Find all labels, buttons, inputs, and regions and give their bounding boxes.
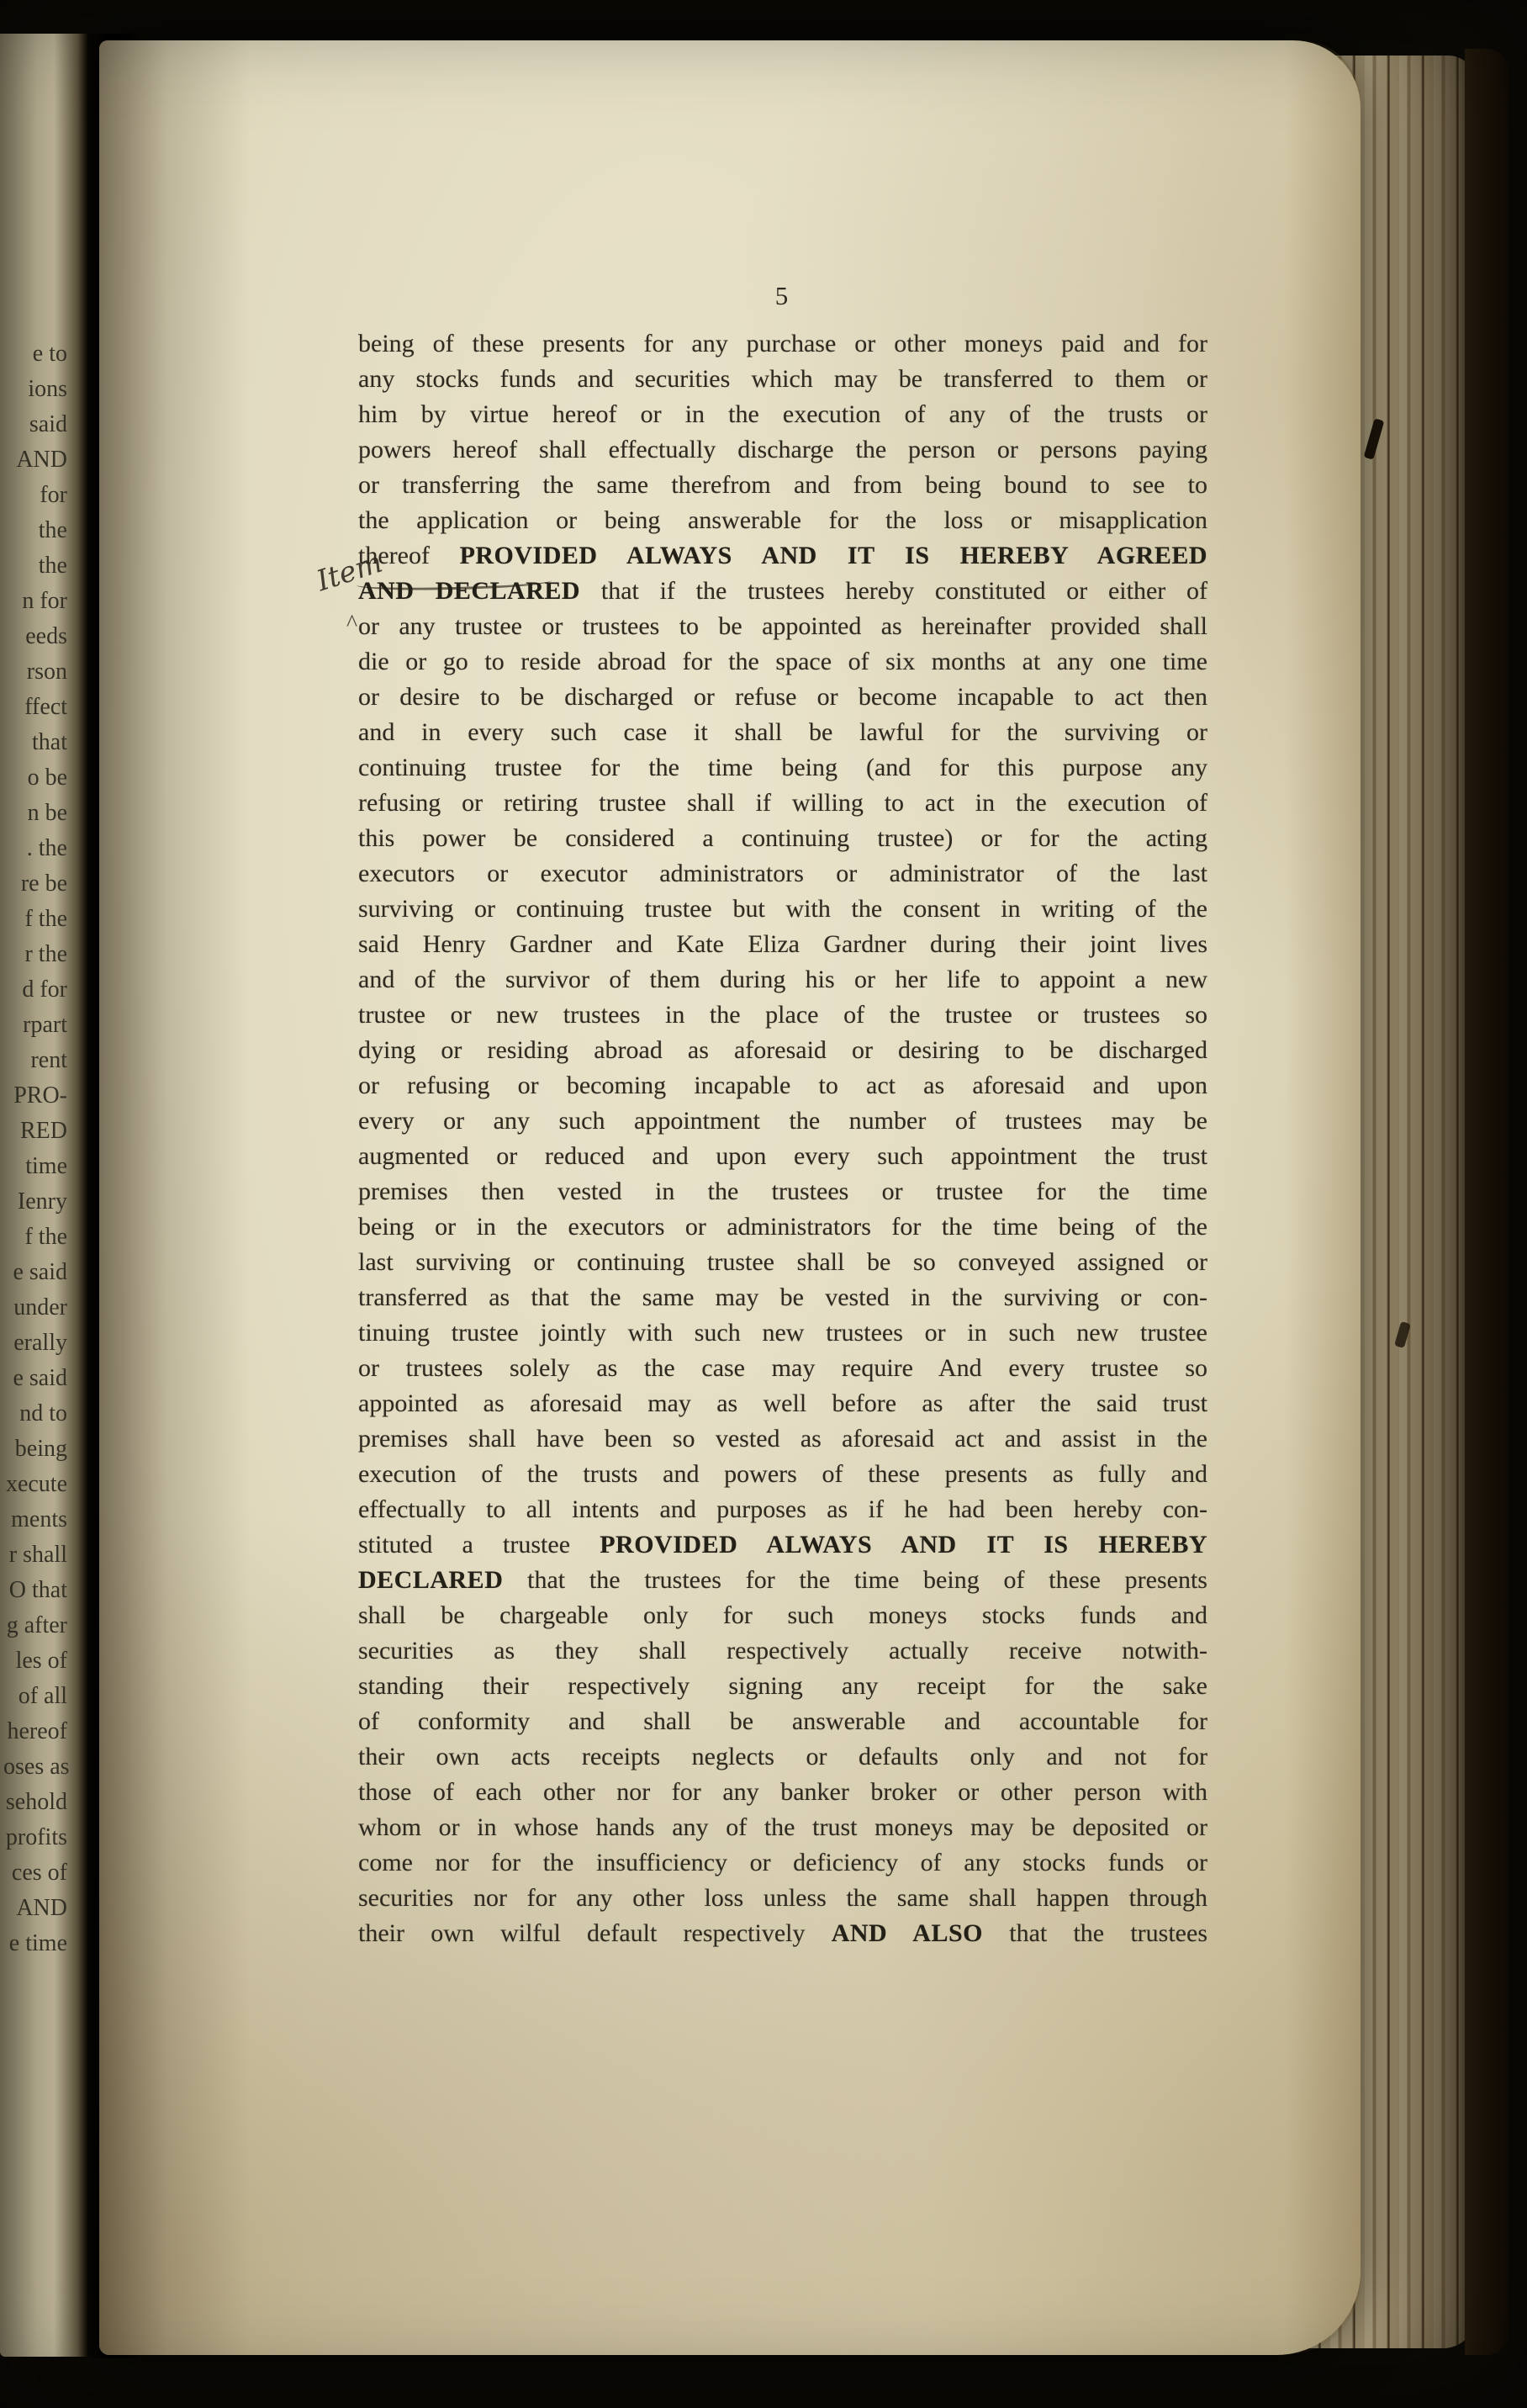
- text-line: [358, 715, 1207, 750]
- text-segment: and of the survivor of them during his or her life to appoint a new: [358, 966, 1207, 993]
- fragment-line: ffect: [24, 694, 67, 720]
- text-segment: or any trustee or trustees to be appointed as hereinafter provided shall: [358, 612, 1207, 640]
- text-line: [358, 962, 1207, 998]
- text-line: [358, 397, 1207, 432]
- fragment-line: f the: [24, 1224, 67, 1250]
- text-segment: premises then vested in the trustees or trustee for the time: [358, 1178, 1207, 1205]
- bold-text-segment: DECLARED: [358, 1566, 504, 1594]
- text-line: [358, 1845, 1207, 1881]
- fragment-line: said: [29, 411, 67, 437]
- text-segment: powers hereof shall effectually discharge the person or persons paying: [358, 436, 1207, 463]
- text-line: [358, 503, 1207, 538]
- text-segment: being of these presents for any purchase or other moneys paid and for: [358, 330, 1207, 357]
- text-line: [358, 1739, 1207, 1775]
- text-segment: and in every such case it shall be lawful for the surviving or: [358, 718, 1207, 746]
- text-line: [358, 644, 1207, 680]
- text-line: [358, 1033, 1207, 1068]
- text-line: [358, 1245, 1207, 1280]
- text-line: [358, 1916, 1207, 1951]
- text-line: [358, 1563, 1207, 1598]
- fragment-line: ces of: [11, 1860, 67, 1886]
- text-segment: die or go to reside abroad for the space of six months at any one time: [358, 648, 1207, 675]
- text-line: [358, 1810, 1207, 1845]
- text-segment: executors or executor administrators or administrator of the last: [358, 860, 1207, 887]
- text-line: [358, 1881, 1207, 1916]
- text-segment: that if the trustees hereby constituted or either of: [580, 577, 1207, 605]
- text-line: [358, 1351, 1207, 1386]
- text-line: [358, 609, 1207, 644]
- text-segment: whom or in whose hands any of the trust moneys may be deposited or: [358, 1813, 1207, 1841]
- text-line: [358, 574, 1207, 609]
- fragment-line: profits: [5, 1824, 67, 1850]
- text-segment: tinuing trustee jointly with such new trustees or in such new trustee: [358, 1319, 1207, 1347]
- fragment-line: for: [40, 482, 67, 508]
- fragment-line: the: [38, 553, 67, 579]
- insertion-caret: ^: [346, 611, 358, 637]
- fragment-line: n be: [27, 800, 67, 826]
- text-segment: any stocks funds and securities which may be transferred to them or: [358, 365, 1207, 393]
- text-segment: stituted a trustee: [358, 1531, 600, 1559]
- text-line: [358, 1103, 1207, 1139]
- text-segment: of conformity and shall be answerable and accountable for: [358, 1707, 1207, 1735]
- fragment-line: ions: [28, 376, 67, 402]
- text-segment: execution of the trusts and powers of these presents as fully and: [358, 1460, 1207, 1488]
- bold-text-segment: PROVIDED ALWAYS AND IT IS HEREBY AGREED: [459, 542, 1208, 569]
- text-line: [358, 998, 1207, 1033]
- text-line: [358, 1704, 1207, 1739]
- text-segment: thereof: [358, 542, 460, 569]
- text-segment: shall be chargeable only for such moneys stocks funds and: [358, 1601, 1207, 1629]
- bold-text-segment: AND DECLARED: [358, 577, 581, 605]
- fragment-line: g after: [6, 1612, 67, 1638]
- text-line: [358, 1209, 1207, 1245]
- text-segment: being or in the executors or administrators for the time being of the: [358, 1213, 1207, 1241]
- fragment-line: sehold: [5, 1789, 67, 1815]
- fragment-line: PRO-: [13, 1082, 67, 1109]
- text-segment: effectually to all intents and purposes as if he had been hereby con-: [358, 1495, 1207, 1523]
- text-segment: refusing or retiring trustee shall if willing to act in the execution of: [358, 789, 1207, 817]
- document-page: [99, 40, 1361, 2355]
- fragment-line: o be: [27, 765, 67, 791]
- fragment-line: hereof: [7, 1718, 67, 1744]
- text-segment: appointed as aforesaid may as well before as after the said trust: [358, 1389, 1207, 1417]
- fragment-line: n for: [22, 588, 67, 614]
- fore-edge-shadow: [1285, 40, 1361, 2355]
- text-line: [358, 362, 1207, 397]
- fragment-line: e time: [8, 1930, 67, 1956]
- fragment-line: r the: [24, 941, 67, 967]
- fragment-line: r shall: [8, 1542, 67, 1568]
- text-line: [358, 1174, 1207, 1209]
- text-segment: that the trustees for the time being of these presents: [503, 1566, 1207, 1594]
- text-line: [358, 786, 1207, 821]
- text-line: [358, 326, 1207, 362]
- fragment-line: e to: [32, 341, 67, 367]
- bold-text-segment: AND ALSO: [831, 1919, 983, 1947]
- text-segment: surviving or continuing trustee but with the consent in writing of the: [358, 895, 1207, 923]
- text-line: [358, 1775, 1207, 1810]
- text-segment: or desire to be discharged or refuse or become incapable to act then: [358, 683, 1207, 711]
- text-line: [358, 927, 1207, 962]
- fragment-line: time: [25, 1153, 67, 1179]
- fragment-line: under: [13, 1294, 67, 1320]
- text-segment: last surviving or continuing trustee shall be so conveyed assigned or: [358, 1248, 1207, 1276]
- fragment-line: re be: [20, 871, 67, 897]
- fragment-line: AND: [16, 447, 67, 473]
- text-line: [358, 1139, 1207, 1174]
- text-line: [358, 1669, 1207, 1704]
- fragment-line: rent: [30, 1047, 67, 1073]
- text-line: [358, 1633, 1207, 1669]
- book-binding: [1465, 49, 1509, 2355]
- text-segment: or transferring the same therefrom and from being bound to see to: [358, 471, 1207, 499]
- text-segment: dying or residing abroad as aforesaid or desiring to be discharged: [358, 1036, 1207, 1064]
- text-line: [358, 680, 1207, 715]
- text-segment: or trustees solely as the case may require And every trustee so: [358, 1354, 1207, 1382]
- text-segment: securities nor for any other loss unless the same shall happen through: [358, 1884, 1207, 1912]
- fragment-line: RED: [20, 1118, 67, 1144]
- text-segment: transferred as that the same may be vested in the surviving or con-: [358, 1283, 1207, 1311]
- fragment-line: the: [38, 517, 67, 543]
- fragment-line: . the: [26, 835, 67, 861]
- text-segment: said Henry Gardner and Kate Eliza Gardner during their joint lives: [358, 930, 1207, 958]
- fragment-line: e said: [13, 1365, 67, 1391]
- text-segment: the application or being answerable for the loss or misapplication: [358, 506, 1207, 534]
- text-segment: premises shall have been so vested as aforesaid act and assist in the: [358, 1425, 1207, 1453]
- text-segment: him by virtue hereof or in the execution of any of the trusts or: [358, 400, 1207, 428]
- text-line: [358, 1068, 1207, 1103]
- fragment-line: oses as: [3, 1754, 70, 1780]
- fragment-line: AND: [16, 1895, 67, 1921]
- text-segment: their own wilful default respectively: [358, 1919, 832, 1947]
- bold-text-segment: PROVIDED ALWAYS AND IT IS HEREBY: [600, 1531, 1207, 1559]
- fragment-line: nd to: [19, 1400, 67, 1426]
- text-line: [358, 1315, 1207, 1351]
- fragment-line: les of: [15, 1648, 67, 1674]
- text-line: [358, 468, 1207, 503]
- fragment-line: O that: [8, 1577, 67, 1603]
- text-line: [358, 1280, 1207, 1315]
- fragment-line: of all: [18, 1683, 67, 1709]
- text-segment: come nor for the insufficiency or deficiency of any stocks funds or: [358, 1849, 1207, 1876]
- text-segment: that the trustees: [983, 1919, 1207, 1947]
- fragment-line: xecute: [5, 1471, 67, 1497]
- handwritten-annotation: Item: [312, 545, 387, 599]
- fragment-line: being: [14, 1436, 67, 1462]
- fragment-line: erally: [13, 1330, 67, 1356]
- fragment-line: e said: [13, 1259, 67, 1285]
- text-line: [358, 1457, 1207, 1492]
- text-line: [358, 821, 1207, 856]
- text-segment: standing their respectively signing any receipt for the sake: [358, 1672, 1207, 1700]
- text-segment: continuing trustee for the time being (and for this purpose any: [358, 754, 1207, 781]
- page-number: 5: [774, 281, 790, 310]
- text-segment: those of each other nor for any banker broker or other person with: [358, 1778, 1207, 1806]
- fragment-line: rpart: [23, 1012, 67, 1038]
- previous-page-fragments: [3, 336, 70, 1961]
- text-line: [358, 1492, 1207, 1527]
- fragment-line: ments: [11, 1506, 67, 1532]
- text-line: [358, 1527, 1207, 1563]
- previous-page-edge: [0, 34, 87, 2357]
- text-line: [358, 856, 1207, 892]
- spine-shadow: [99, 40, 251, 2355]
- fragment-line: d for: [22, 976, 67, 1003]
- fragment-line: eeds: [25, 623, 67, 649]
- text-segment: their own acts receipts neglects or defaults only and not for: [358, 1743, 1207, 1770]
- text-line: [358, 432, 1207, 468]
- text-line: [358, 1598, 1207, 1633]
- text-segment: every or any such appointment the number of trustees may be: [358, 1107, 1207, 1135]
- text-segment: or refusing or becoming incapable to act as aforesaid and upon: [358, 1072, 1207, 1099]
- text-segment: trustee or new trustees in the place of the trustee or trustees so: [358, 1001, 1207, 1029]
- fragment-line: rson: [26, 659, 67, 685]
- text-segment: augmented or reduced and upon every such appointment the trust: [358, 1142, 1207, 1170]
- fragment-line: that: [32, 729, 67, 755]
- fragment-line: f the: [24, 906, 67, 932]
- text-line: [358, 892, 1207, 927]
- text-line: [358, 538, 1207, 574]
- text-line: [358, 750, 1207, 786]
- text-segment: this power be considered a continuing trustee) or for the acting: [358, 824, 1207, 852]
- text-segment: securities as they shall respectively actually receive notwith-: [358, 1637, 1207, 1664]
- document-text: [358, 326, 1207, 1951]
- text-line: [358, 1421, 1207, 1457]
- fragment-line: Ienry: [17, 1188, 67, 1215]
- text-line: [358, 1386, 1207, 1421]
